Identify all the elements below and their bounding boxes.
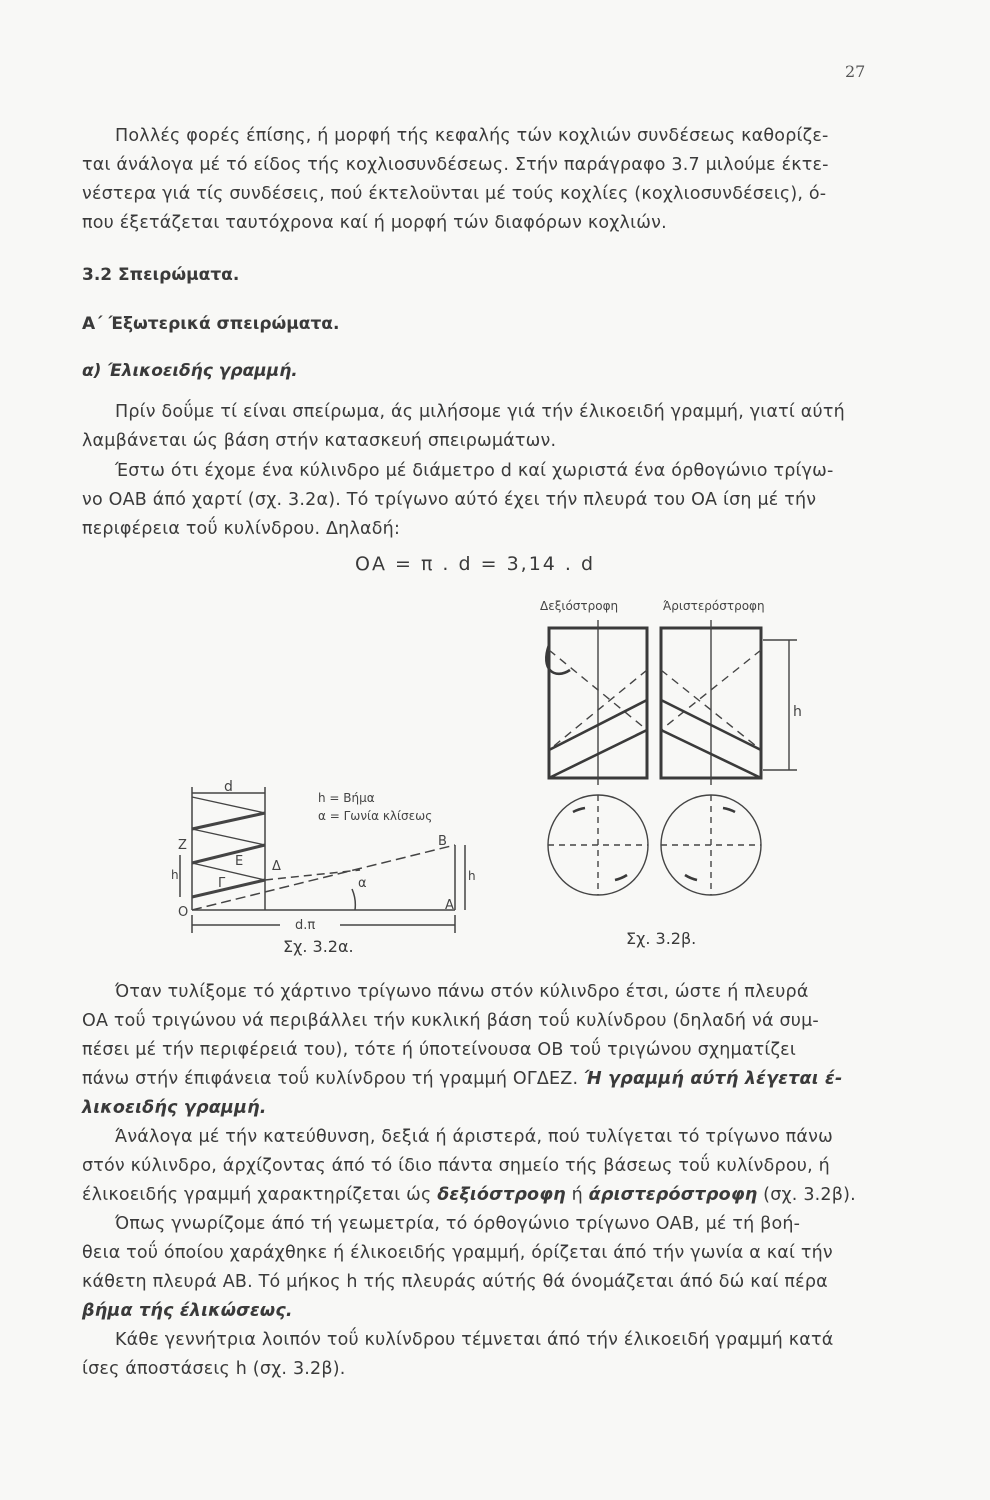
section-title: 3.2 Σπειρώματα. (82, 265, 240, 285)
para4-emph-left-hand: άριστερόστροφη (588, 1185, 758, 1205)
intro-line-1: Πολλές φορές έπίσης, ή μορφή τής κεφαλής τών κοχλιών συνδέσεως καθορίζε- (115, 126, 829, 146)
para3-line-4 (82, 1065, 842, 1093)
para4-line-3-suffix: (σχ. 3.2β). (757, 1185, 856, 1205)
intro-line-2: ται άνάλογα μέ τό είδος τής κοχλιοσυνδέσεως. Στήν παράγραφο 3.7 μιλούμε έκτε- (82, 155, 829, 175)
para5-line-1: Όπως γνωρίζομε άπό τή γεωμετρία, τό όρθογώνιο τρίγωνο ΟΑΒ, μέ τή βοή- (115, 1214, 801, 1234)
fig-a-label-d: d (224, 779, 233, 795)
fig-a-label-a: A (445, 898, 454, 913)
para3-line-4-prefix: πάνω στήν έπιφάνεια τοΰ κυλίνδρου τή γραμμή ΟΓΔΕΖ. (82, 1069, 584, 1089)
fig-b-label-left-hand: Άριστερόστροφη (663, 599, 765, 613)
fig-a-label-z: Z (178, 838, 187, 853)
para5-line-3: κάθετη πλευρά ΑΒ. Τό μήκος h τής πλευράς αύτής θά όνομάζεται άπό δώ καί πέρα (82, 1272, 828, 1292)
figure-3-2b (535, 590, 835, 915)
para5-line-2: θεια τοΰ όποίου χαράχθηκε ή έλικοειδής γραμμή, όρίζεται άπό τήν γωνία α καί τήν (82, 1243, 833, 1263)
subsection-title: Α΄ Έξωτερικά σπειρώματα. (82, 314, 340, 334)
figure-3-2a (160, 775, 490, 960)
fig-b-label-right-hand: Δεξιόστροφη (540, 599, 619, 613)
caption-3-2b: Σχ. 3.2β. (626, 929, 697, 948)
fig-a-legend-h: h = Βήμα (318, 791, 375, 805)
fig-a-label-o: O (178, 905, 189, 920)
fig-a-label-h-right: h (468, 869, 476, 883)
subsubsection-title: α) Έλικοειδής γραμμή. (82, 361, 298, 381)
para1-line-1: Πρίν δοΰμε τί είναι σπείρωμα, άς μιλήσομε γιά τήν έλικοειδή γραμμή, γιατί αύτή (115, 402, 845, 422)
fig-a-label-alpha: α (358, 876, 367, 891)
fig-a-legend-a: α = Γωνία κλίσεως (318, 809, 433, 823)
para3-line-4-emph: Ή γραμμή αύτή λέγεται έ- (584, 1069, 843, 1089)
intro-line-3: νέστερα γιά τίς συνδέσεις, πού έκτελοϋνται μέ τούς κοχλίες (κοχλιοσυνδέσεις), ό- (82, 184, 827, 204)
para3-line-2: ΟΑ τοΰ τριγώνου νά περιβάλλει τήν κυκλική βάση τοΰ κυλίνδρου (δηλαδή νά συμ- (82, 1011, 819, 1031)
para4-line-3 (82, 1181, 856, 1209)
para3-line-3: πέσει μέ τήν περιφέρειά του), τότε ή ύποτείνουσα ΟΒ τοΰ τριγώνου σχηματίζει (82, 1040, 796, 1060)
formula: ΟΑ = π . d = 3,14 . d (355, 553, 596, 575)
fig-a-label-d-point: Δ (272, 859, 281, 874)
para2-line-3: περιφέρεια τοΰ κυλίνδρου. Δηλαδή: (82, 519, 401, 539)
para5-emph: βήμα τής έλικώσεως. (82, 1301, 293, 1321)
para6-line-1: Κάθε γεννήτρια λοιπόν τοΰ κυλίνδρου τέμνεται άπό τήν έλικοειδή γραμμή κατά (115, 1330, 834, 1350)
para2-line-1: Έστω ότι έχομε ένα κύλινδρο μέ διάμετρο d καί χωριστά ένα όρθογώνιο τρίγω- (115, 461, 834, 481)
para4-line-2: στόν κύλινδρο, άρχίζοντας άπό τό ίδιο πάντα σημείο τής βάσεως τοΰ κυλίνδρου, ή (82, 1156, 830, 1176)
para4-emph-right-hand: δεξιόστροφη (437, 1185, 566, 1205)
fig-b-label-h: h (793, 704, 802, 720)
para4-line-1: Άνάλογα μέ τήν κατεύθυνση, δεξιά ή άριστερά, πού τυλίγεται τό τρίγωνο πάνω (115, 1127, 833, 1147)
para1-line-2: λαμβάνεται ώς βάση στήν κατασκευή σπειρωμάτων. (82, 431, 557, 451)
fig-a-label-e: E (235, 854, 244, 869)
para2-line-2: νο ΟΑΒ άπό χαρτί (σχ. 3.2α). Τό τρίγωνο αύτό έχει τήν πλευρά του ΟΑ ίση μέ τήν (82, 490, 817, 510)
fig-a-label-dpi: d.π (295, 918, 316, 933)
para4-line-3-prefix: έλικοειδής γραμμή χαρακτηρίζεται ώς (82, 1185, 438, 1205)
page-number: 27 (845, 62, 866, 81)
intro-line-4: που έξετάζεται ταυτόχρονα καί ή μορφή τών διαφόρων κοχλιών. (82, 213, 667, 233)
fig-a-label-h-left: h (171, 868, 179, 882)
para3-line-1: Όταν τυλίξομε τό χάρτινο τρίγωνο πάνω στόν κύλινδρο έτσι, ώστε ή πλευρά (115, 982, 809, 1002)
fig-a-label-g: Γ (218, 876, 226, 891)
para3-line-5: λικοειδής γραμμή. (82, 1098, 267, 1118)
para6-line-2: ίσες άποστάσεις h (σχ. 3.2β). (82, 1359, 346, 1379)
fig-a-label-b: B (438, 834, 447, 849)
caption-3-2a: Σχ. 3.2α. (283, 937, 354, 956)
para4-line-3-mid: ή (565, 1185, 589, 1205)
